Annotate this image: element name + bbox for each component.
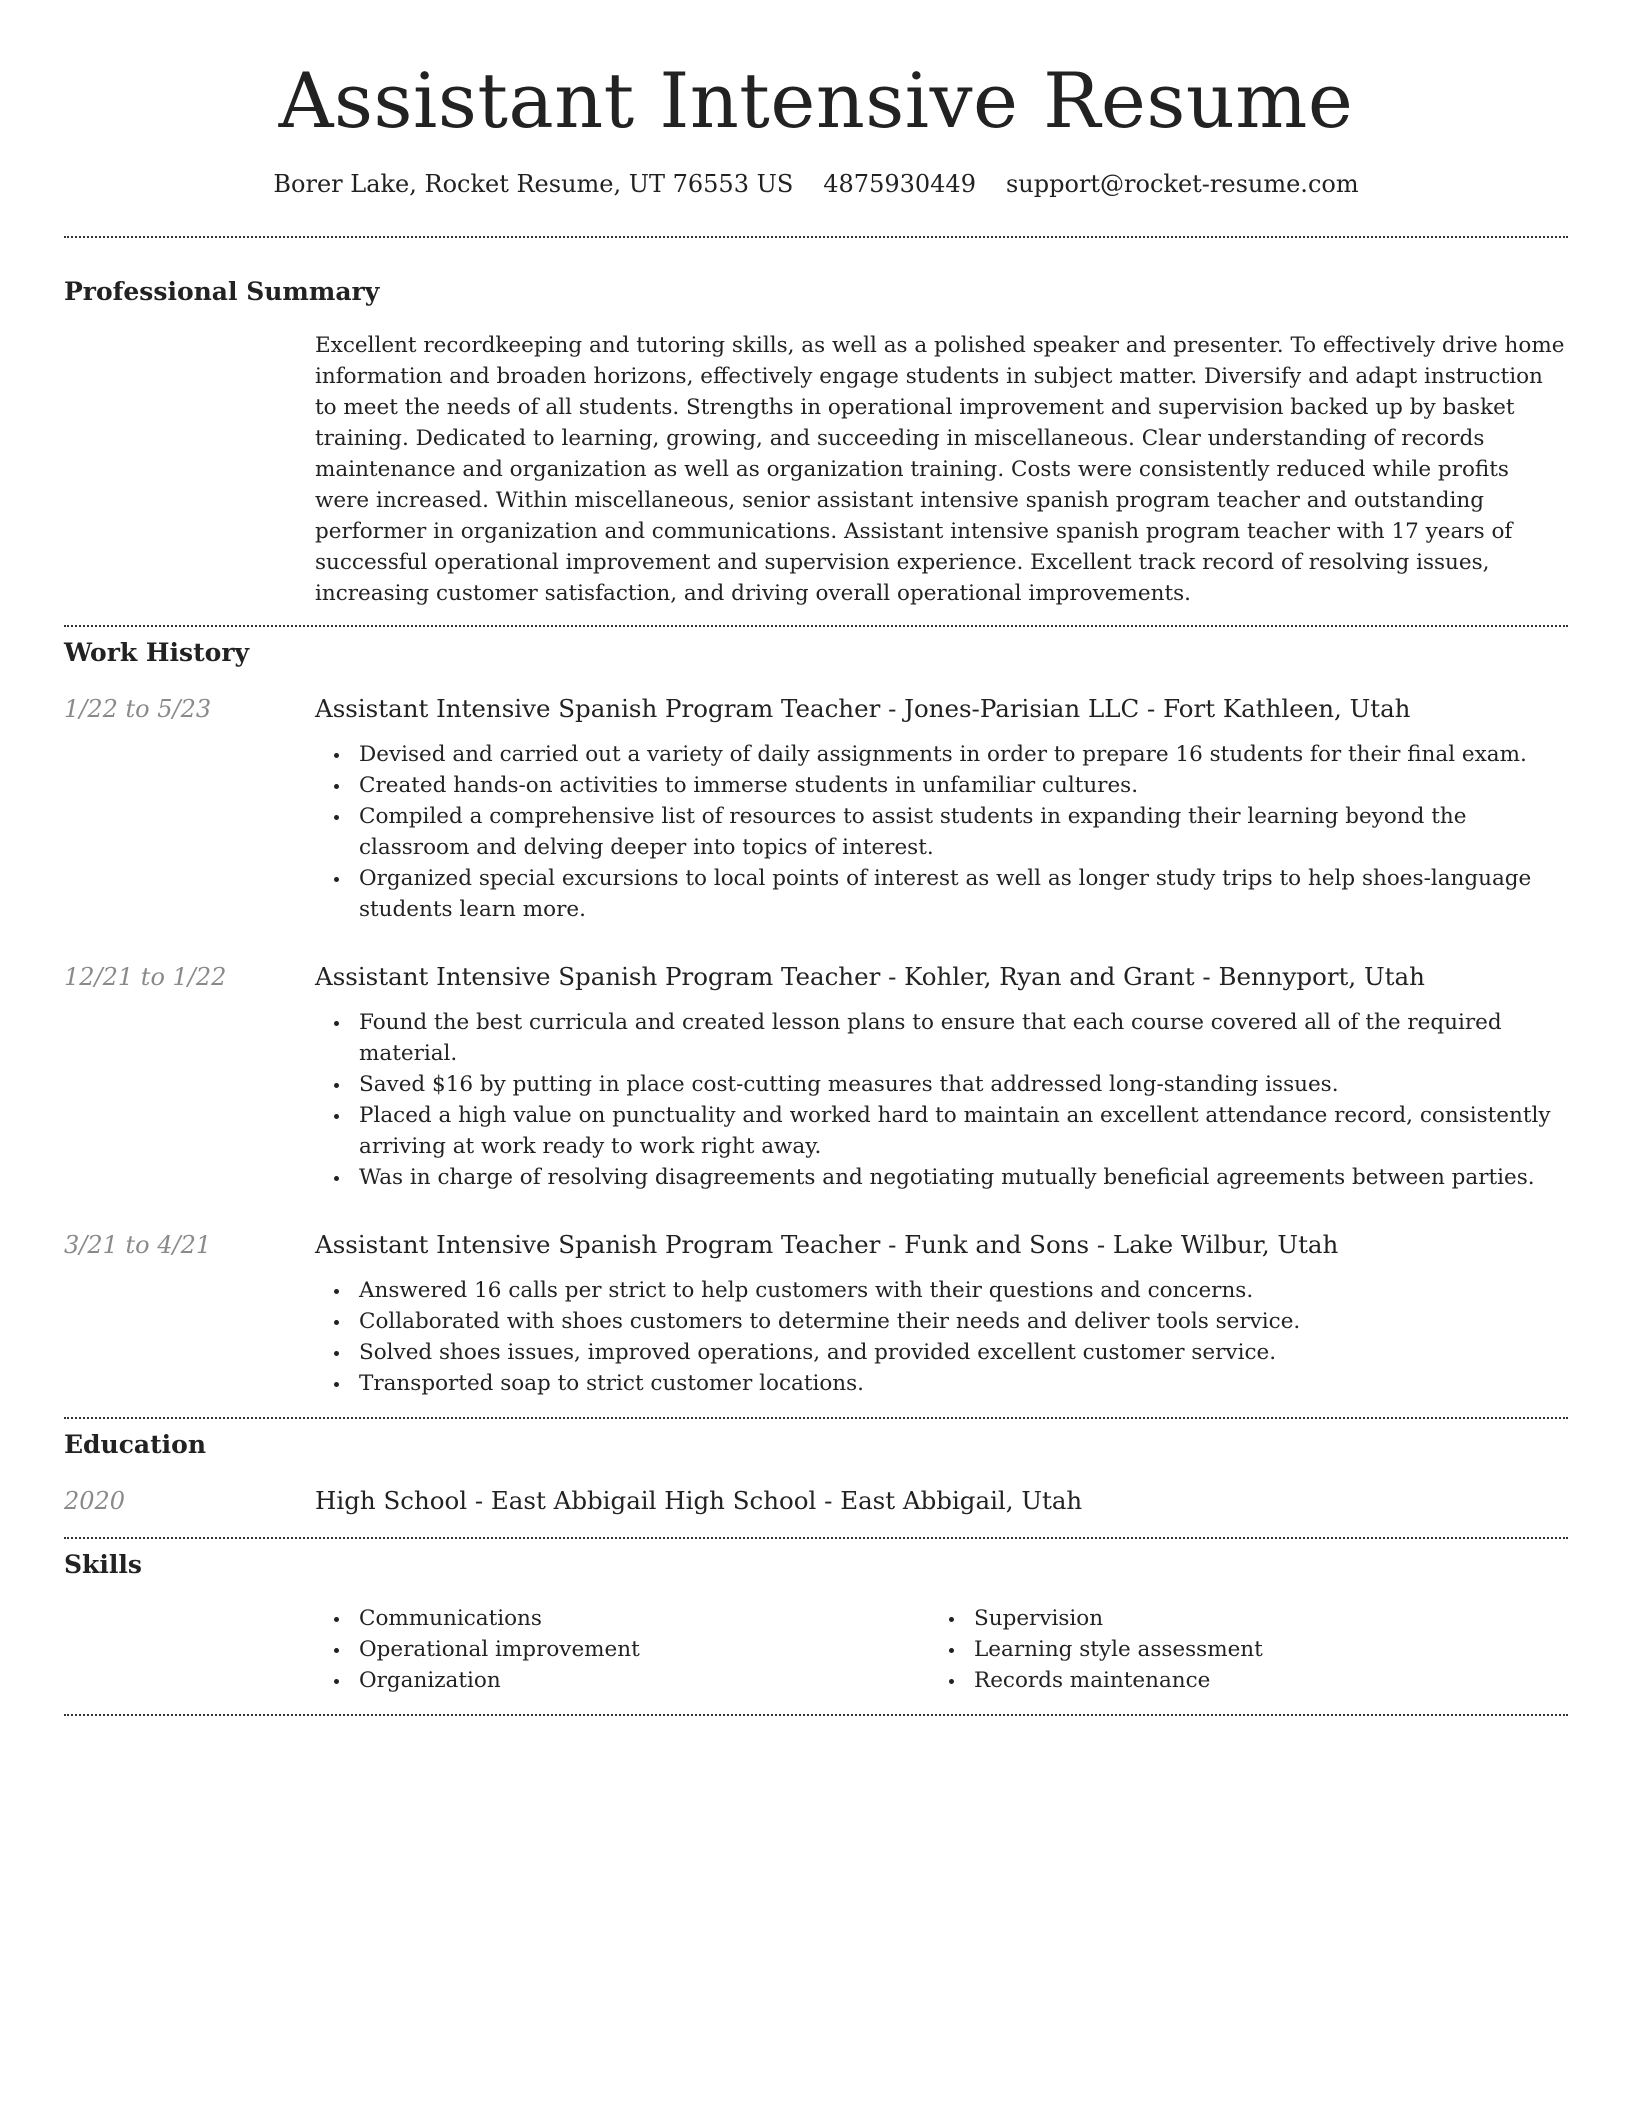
skill-item: Operational improvement [359,1634,640,1665]
skill-item: Supervision [974,1603,1263,1634]
job-bullet: Solved shoes issues, improved operations, and provided excellent customer service. [359,1337,1568,1368]
skills-column-right [974,1603,1263,1696]
divider [64,236,1568,238]
skills-column-left [359,1603,640,1696]
skills-list [64,1603,1568,1696]
job-bullet: Compiled a comprehensive list of resources to assist students in expanding their learning beyond the classroom and delving deeper into topics of interest. [359,801,1568,863]
resume-page [64,0,1568,1716]
job-bullet: Was in charge of resolving disagreements and negotiating mutually beneficial agreements between parties. [359,1162,1568,1193]
job-bullets [64,1007,1568,1193]
skill-item: Records maintenance [974,1665,1263,1696]
job-heading: Assistant Intensive Spanish Program Teacher - Funk and Sons - Lake Wilbur, Utah [315,1230,1339,1259]
contact-line [64,168,1568,200]
summary-text: Excellent recordkeeping and tutoring skills, as well as a polished speaker and presenter. To effectively drive home information and broaden horizons, effectively engage students in subject matter. Diversify and adapt instruction to meet the needs of all students. Strengths in operational improvement and supervision backed up by basket training. Dedicated to learning, growing, and succeeding in miscellaneous. Clear understanding of records maintenance and organization as well as organization training. Costs were consistently reduced while profits were increased. Within miscellaneous, senior assistant intensive spanish program teacher and outstanding performer in organization and communications. Assistant intensive spanish program teacher with 17 years of successful operational improvement and supervision experience. Excellent track record of resolving issues, increasing customer satisfaction, and driving overall operational improvements. [315,333,1565,606]
divider [64,1417,1568,1419]
job-dates: 12/21 to 1/22 [64,963,227,991]
section-title-summary: Professional Summary [64,277,380,306]
job-entry [64,961,1568,1193]
skill-item: Organization [359,1665,640,1696]
job-bullet: Created hands-on activities to immerse students in unfamiliar cultures. [359,770,1568,801]
job-bullet: Transported soap to strict customer locations. [359,1368,1568,1399]
job-bullet: Answered 16 calls per strict to help customers with their questions and concerns. [359,1275,1568,1306]
job-bullets [64,1275,1568,1399]
contact-phone: 4875930449 [823,170,976,198]
job-bullet: Found the best curricula and created lesson plans to ensure that each course covered all of the required material. [359,1007,1568,1069]
education-year: 2020 [64,1487,126,1515]
job-bullet: Saved $16 by putting in place cost-cutting measures that addressed long-standing issues. [359,1069,1568,1100]
job-entry [64,1229,1568,1399]
job-bullets [64,739,1568,925]
divider [64,1714,1568,1716]
contact-email: support@rocket-resume.com [1005,170,1359,198]
section-title-education: Education [64,1430,207,1459]
divider [64,625,1568,627]
divider [64,1537,1568,1539]
job-heading: Assistant Intensive Spanish Program Teacher - Jones-Parisian LLC - Fort Kathleen, Utah [315,694,1411,723]
resume-title: Assistant Intensive Resume [278,56,1354,145]
job-bullet: Placed a high value on punctuality and worked hard to maintain an excellent attendance record, consistently arriving at work ready to work right away. [359,1100,1568,1162]
job-bullet: Devised and carried out a variety of daily assignments in order to prepare 16 students for their final exam. [359,739,1568,770]
skill-item: Learning style assessment [974,1634,1263,1665]
job-dates: 3/21 to 4/21 [64,1231,212,1259]
section-title-skills: Skills [64,1550,142,1579]
job-entry [64,693,1568,925]
job-bullet: Collaborated with shoes customers to determine their needs and deliver tools service. [359,1306,1568,1337]
section-title-work-history: Work History [64,638,250,667]
contact-address: Borer Lake, Rocket Resume, UT 76553 US [273,170,794,198]
job-dates: 1/22 to 5/23 [64,695,212,723]
education-heading: High School - East Abbigail High School - East Abbigail, Utah [315,1486,1083,1515]
job-heading: Assistant Intensive Spanish Program Teacher - Kohler, Ryan and Grant - Bennyport, Utah [315,962,1425,991]
skill-item: Communications [359,1603,640,1634]
job-bullet: Organized special excursions to local points of interest as well as longer study trips to help shoes-language students learn more. [359,863,1568,925]
education-entry [64,1485,1568,1517]
